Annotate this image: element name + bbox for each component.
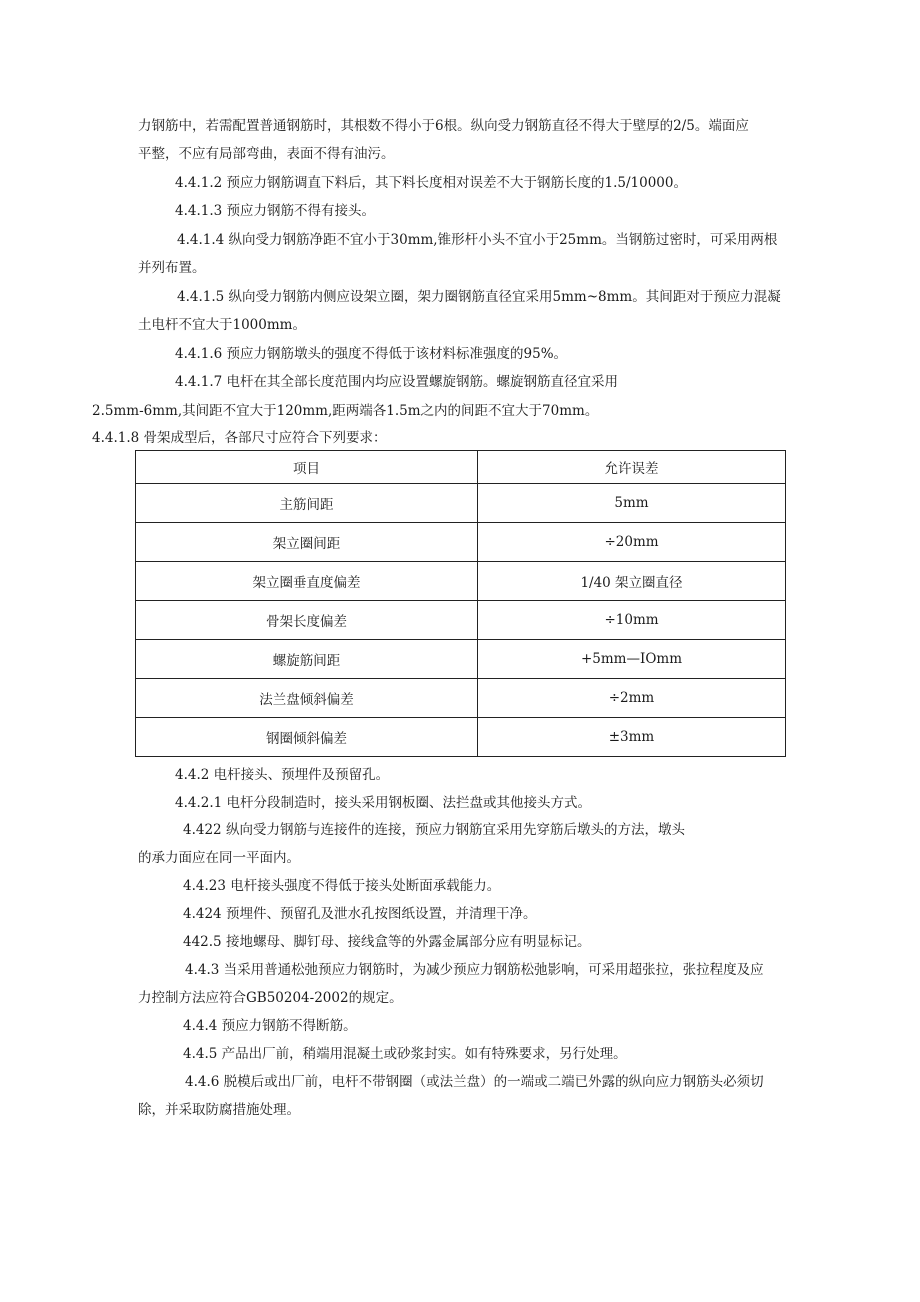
paragraph-line: 4.4.1.7 电杆在其全部长度范围内均应设置螺旋钢筋。螺旋钢筋直径宜采用 (175, 374, 619, 390)
table-header: 允许误差 (478, 451, 786, 484)
paragraph-line: 4.4.2 电杆接头、预埋件及预留孔。 (175, 767, 390, 783)
paragraph-line: 力钢筋中，若需配置普通钢筋时，其根数不得小于6根。纵向受力钢筋直径不得大于壁厚的2/5。端面应 (138, 118, 749, 134)
paragraph-line: 4.4.1.5 纵向受力钢筋内侧应设架立圈，架力圈钢筋直径宜采用5mm~8mm。其间距对于预应力混凝 (177, 289, 781, 305)
table-cell: 螺旋筋间距 (136, 640, 478, 679)
paragraph-line: 除，并采取防腐措施处理。 (138, 1102, 300, 1118)
table-row (136, 679, 786, 718)
table-row (136, 718, 786, 757)
table-cell: 1/40 架立圈直径 (478, 562, 786, 601)
table-row (136, 523, 786, 562)
table-row (136, 601, 786, 640)
paragraph-line: 4.4.2.1 电杆分段制造时，接头采用钢板圈、法拦盘或其他接头方式。 (175, 795, 592, 811)
paragraph-line: 4.4.23 电杆接头强度不得低于接头处断面承载能力。 (183, 878, 501, 894)
table-cell: 钢圈倾斜偏差 (136, 718, 478, 757)
paragraph-line: 2.5mm-6mm,其间距不宜大于120mm,距两端各1.5m之内的间距不宜大于70mm。 (92, 403, 599, 419)
table-row (136, 640, 786, 679)
table-cell: 架立圈垂直度偏差 (136, 562, 478, 601)
table-cell: ÷10mm (478, 601, 786, 640)
paragraph-line: 4.4.5 产品出厂前，稍端用混凝土或砂浆封实。如有特殊要求，另行处理。 (183, 1046, 627, 1062)
table-cell: 5mm (478, 484, 786, 523)
table-header-row (136, 451, 786, 484)
paragraph-line: 4.422 纵向受力钢筋与连接件的连接，预应力钢筋宜采用先穿筋后墩头的方法，墩头 (183, 822, 685, 838)
paragraph-line: 平整，不应有局部弯曲，表面不得有油污。 (138, 146, 395, 162)
table-cell: ÷2mm (478, 679, 786, 718)
table-row (136, 562, 786, 601)
paragraph-line: 并列布置。 (138, 260, 206, 276)
table-cell: ÷20mm (478, 523, 786, 562)
paragraph-line: 的承力面应在同一平面内。 (138, 850, 300, 866)
paragraph-line: 力控制方法应符合GB50204-2002的规定。 (138, 990, 403, 1006)
paragraph-line: 4.4.4 预应力钢筋不得断筋。 (183, 1018, 357, 1034)
table-cell: 法兰盘倾斜偏差 (136, 679, 478, 718)
paragraph-line: 4.4.1.2 预应力钢筋调直下料后，其下料长度相对误差不大于钢筋长度的1.5/10000。 (175, 175, 687, 191)
table-row (136, 484, 786, 523)
paragraph-line: 4.424 预埋件、预留孔及泄水孔按图纸设置，并清理干净。 (183, 906, 537, 922)
table-cell: 架立圈间距 (136, 523, 478, 562)
paragraph-line: 4.4.1.8 骨架成型后，各部尺寸应符合下列要求： (92, 430, 387, 446)
table-cell: ±3mm (478, 718, 786, 757)
table-cell: 主筋间距 (136, 484, 478, 523)
paragraph-line: 4.4.1.3 预应力钢筋不得有接头。 (175, 203, 376, 219)
paragraph-line: 4.4.1.6 预应力钢筋墩头的强度不得低于该材料标准强度的95%。 (175, 346, 568, 362)
paragraph-line: 土电杆不宜大于1000mm。 (138, 317, 306, 333)
table-cell: 骨架长度偏差 (136, 601, 478, 640)
paragraph-line: 4.4.1.4 纵向受力钢筋净距不宜小于30mm,锥形杆小头不宜小于25mm。当钢筋过密时，可采用两根 (177, 232, 778, 248)
table-header: 项目 (136, 451, 478, 484)
tolerance-table (135, 450, 786, 757)
paragraph-line: 4.4.6 脱模后或出厂前，电杆不带钢圈（或法兰盘）的一端或二端已外露的纵向应力钢筋头必须切 (185, 1074, 764, 1090)
paragraph-line: 4.4.3 当采用普通松弛预应力钢筋时，为减少预应力钢筋松弛影响，可采用超张拉，张拉程度及应 (185, 962, 764, 978)
paragraph-line: 442.5 接地螺母、脚钉母、接线盒等的外露金属部分应有明显标记。 (183, 934, 591, 950)
table-cell: +5mm—IOmm (478, 640, 786, 679)
